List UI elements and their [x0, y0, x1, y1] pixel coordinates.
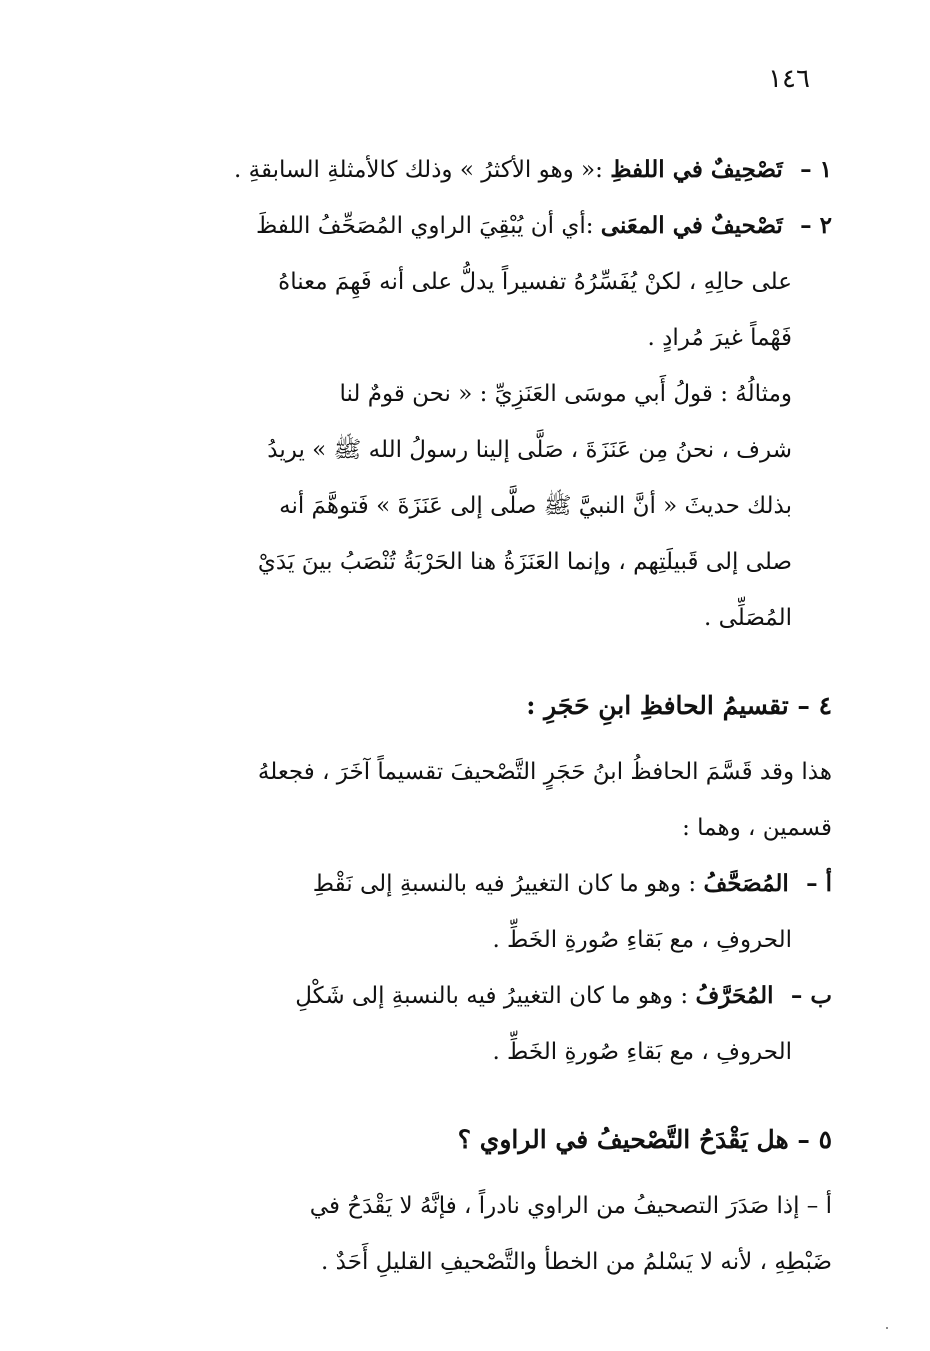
section-4-item-b [132, 968, 832, 1024]
page-content [132, 142, 832, 1290]
section-4-item-b-line-2: الحروفِ ، مع بَقاءِ صُورةِ الخَطِّ . [492, 1039, 792, 1065]
section-5-line-1: أ – إذا صَدَرَ التصحيفُ من الراوي نادراً ، فإنَّهُ لا يَقْدَحُ في [309, 1193, 832, 1219]
example-line-3: بذلك حديثَ « أنَّ النبيَّ ﷺ صلَّى إلى عَنَزَةَ » فَتوهَّمَ أنه [279, 493, 792, 519]
section-5-heading: ٥ – هل يَقْدَحُ التَّصْحيفُ في الراوي ؟ [457, 1125, 832, 1154]
item-2-line-3: فَهْماً غيرَ مُرادٍ . [647, 325, 792, 351]
scan-speck [886, 1327, 888, 1329]
section-4-item-b-text: : وهو ما كان التغييرُ فيه بالنسبةِ إلى شَكْلِ [295, 983, 689, 1009]
section-4-item-a-line-2: الحروفِ ، مع بَقاءِ صُورةِ الخَطِّ . [492, 927, 792, 953]
item-1-line [132, 142, 832, 198]
item-2-text: :أي أن يُبْقِيَ الراوي المُصَحِّفُ اللفظَ [255, 213, 594, 239]
item-2-number: ٢ – [800, 212, 832, 239]
section-4-item-b-term: المُحَرَّفُ [695, 982, 774, 1009]
item-2-term: تَصْحيفٌ في المعَنى [600, 212, 783, 239]
example-line-5: المُصَلِّى . [703, 605, 792, 631]
section-4-intro-line-1: هذا وقد قَسَّمَ الحافظُ ابنُ حَجَرٍ التَّصْحيفَ تقسيماً آخَرَ ، فجعلهُ [257, 759, 832, 785]
section-4-intro-line-2: قسمين ، وهما : [682, 815, 832, 841]
section-gap [132, 1080, 832, 1090]
item-2-line [132, 198, 832, 254]
example-line-4: صلى إلى قَبيلَتِهم ، وإنما العَنَزَةُ هنا الحَرْبَةُ تُنْصَبُ بينَ يَدَيْ [257, 549, 792, 575]
example-line-1: ومثالُهُ : قولُ أَبي موسَى العَنَزِيِّ : « نحن قومٌ لنا [339, 381, 792, 407]
item-1-term: تَصْحِيفٌ في اللفظِ [610, 156, 783, 183]
section-5-line-2: ضَبْطِهِ ، لأنه لا يَسْلمُ من الخطأ والتَّصْحيفِ القليلِ أَحَدٌ . [321, 1249, 832, 1275]
section-4-item-a-label: أ – [806, 870, 832, 897]
item-1-number: ١ – [800, 156, 832, 183]
section-4-heading: ٤ – تقسيمُ الحافظِ ابنِ حَجَرِ : [526, 691, 832, 720]
section-gap [132, 646, 832, 656]
section-4-item-a-text: : وهو ما كان التغييرُ فيه بالنسبةِ إلى نَقْطِ [312, 871, 697, 897]
example-line-2: شرف ، نحنُ مِن عَنَزَةَ ، صَلَّى إلينا رسولُ الله ﷺ » يريدُ [267, 437, 792, 463]
item-1-text: :« وهو الأكثرُ » وذلك كالأمثلةِ السابقةِ . [233, 157, 603, 183]
section-4-item-b-label: ب – [790, 982, 832, 1009]
item-2-line-2: على حالِهِ ، لكنْ يُفَسِّرُهُ تفسيراً يدلُّ على أنه فَهِمَ معناهُ [278, 269, 792, 295]
page-number: ١٤٦ [768, 64, 810, 94]
section-4-item-a [132, 856, 832, 912]
section-4-item-a-term: المُصَحَّفُ [703, 870, 789, 897]
